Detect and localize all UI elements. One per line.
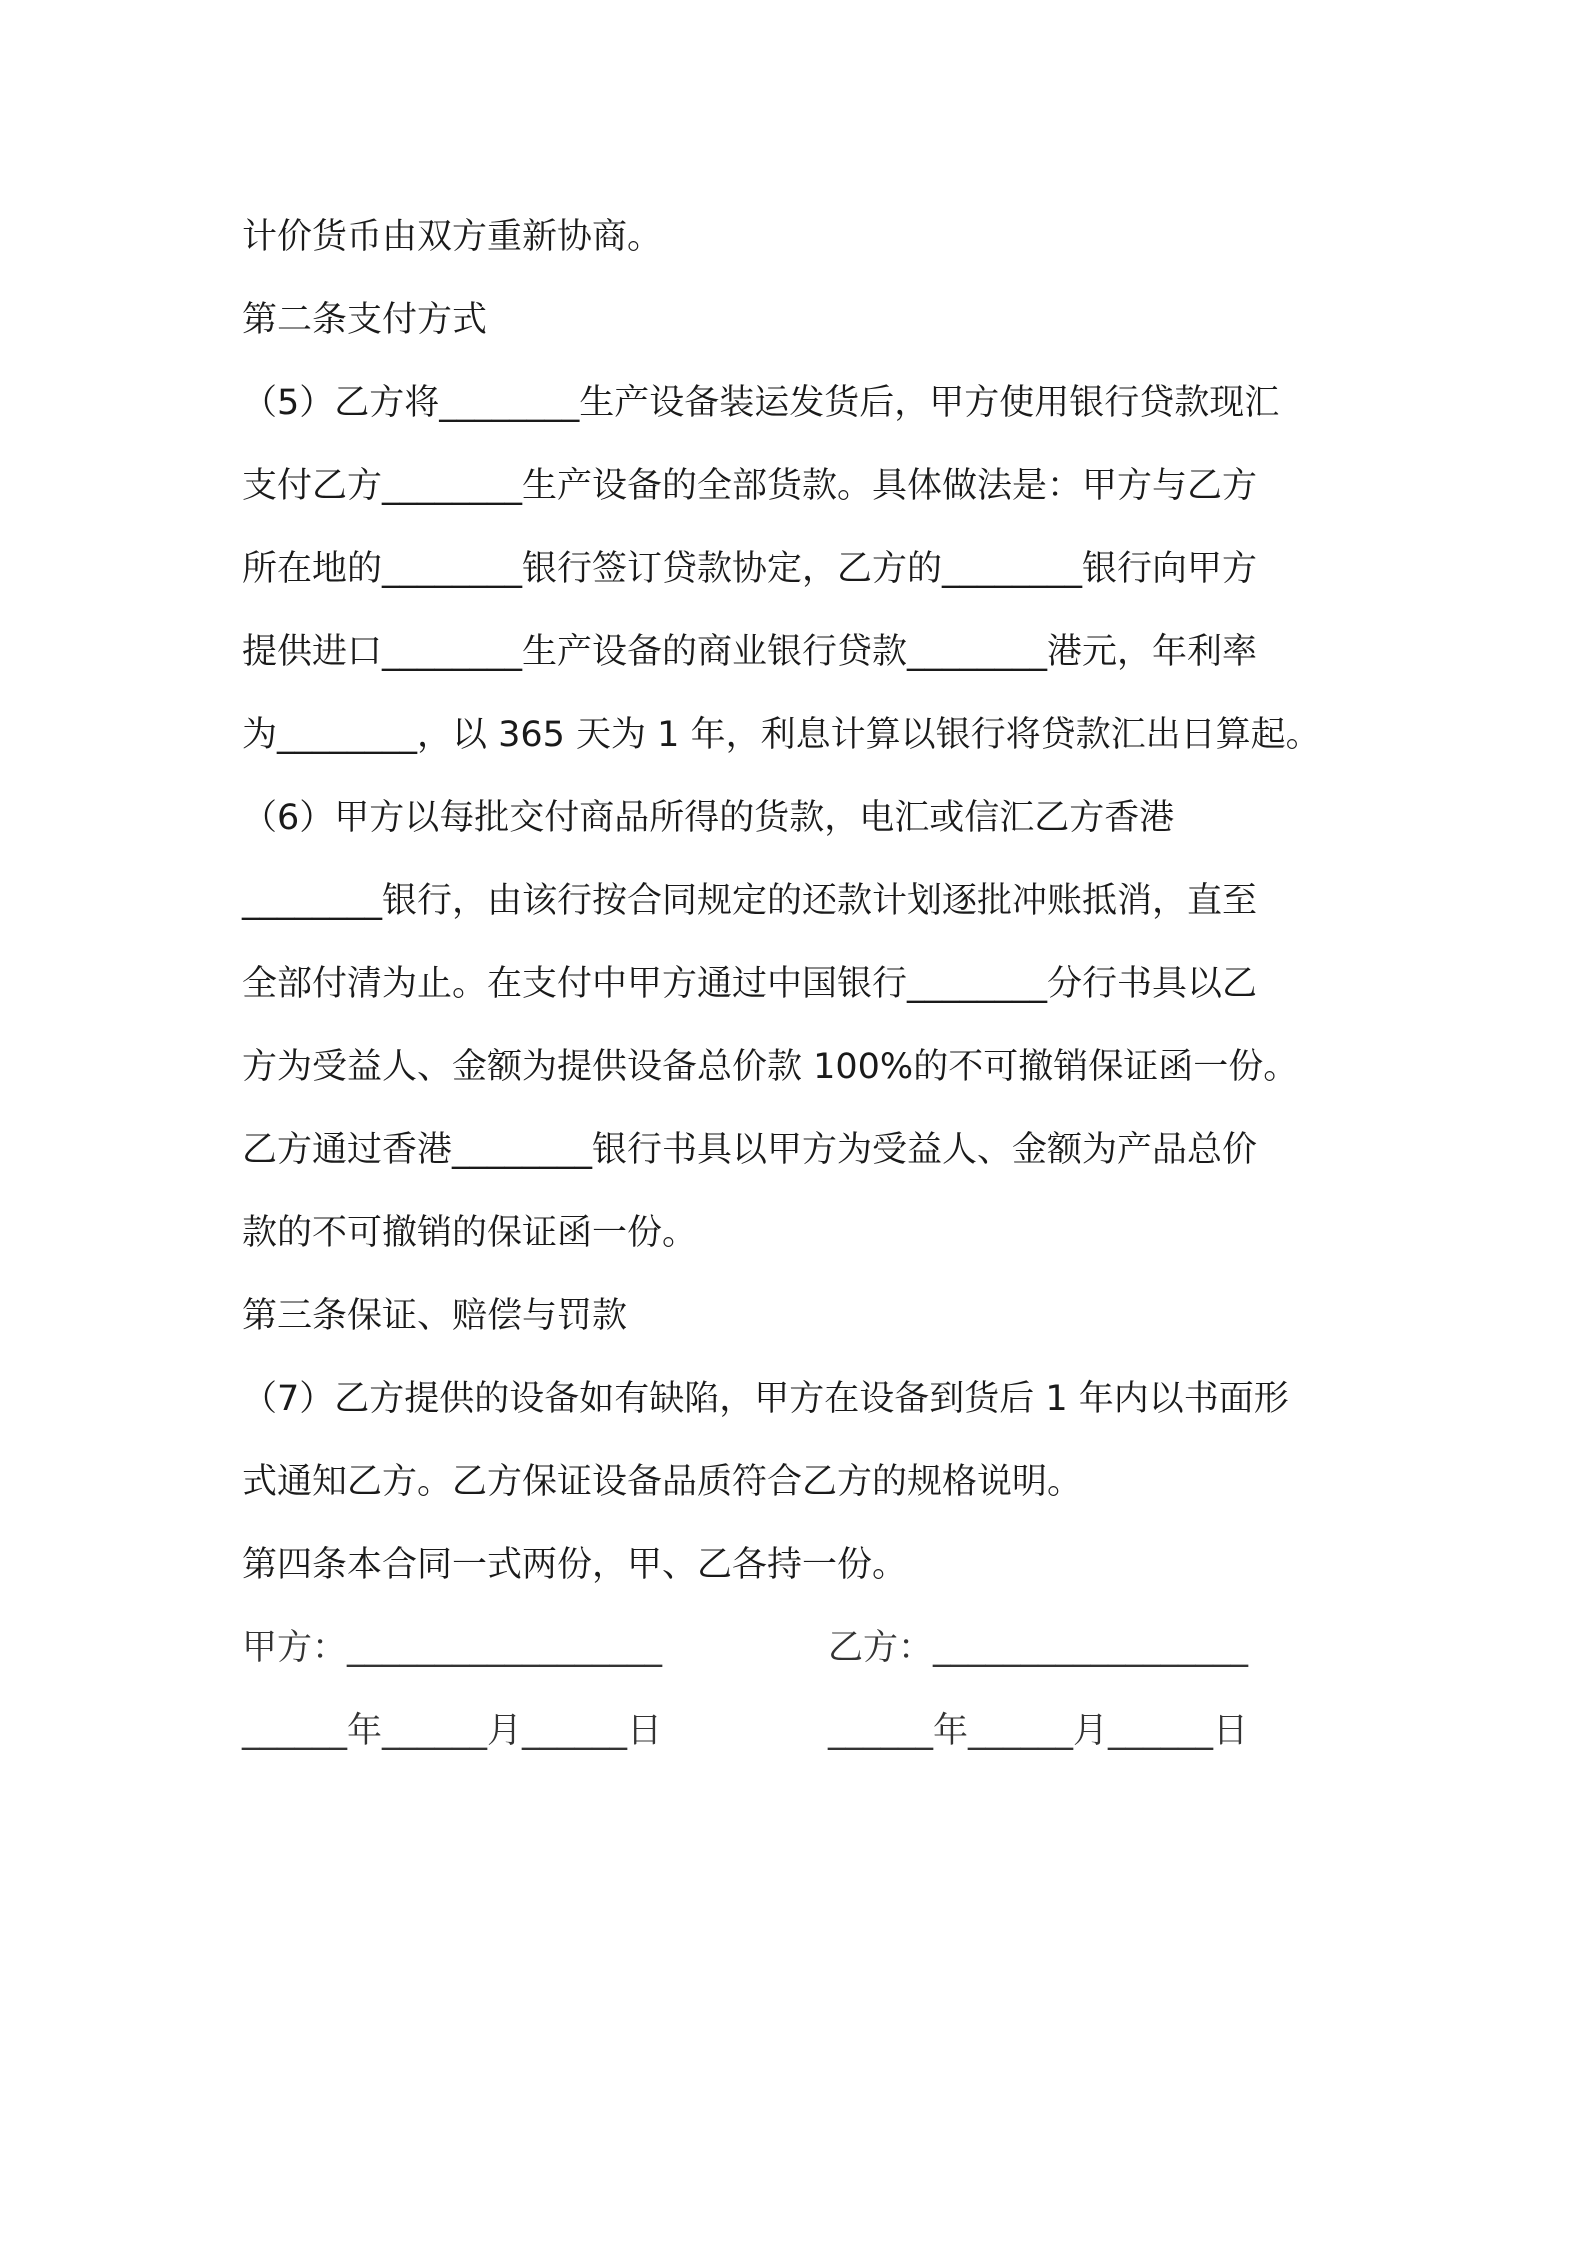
text-line: 式通知乙方。乙方保证设备品质符合乙方的规格说明。	[242, 1462, 1083, 1502]
party-a-date: ______年______月______日	[242, 1711, 663, 1751]
section-heading: 第四条本合同一式两份，甲、乙各持一份。	[242, 1545, 908, 1585]
text-line: 所在地的________银行签订贷款协定，乙方的________银行向甲方	[242, 549, 1258, 589]
text-line: （5）乙方将________生产设备装运发货后，甲方使用银行贷款现汇	[242, 383, 1280, 423]
text-line: 乙方通过香港________银行书具以甲方为受益人、金额为产品总价	[242, 1130, 1258, 1170]
text-line: 支付乙方________生产设备的全部货款。具体做法是：甲方与乙方	[242, 466, 1258, 506]
text-line: 计价货币由双方重新协商。	[242, 217, 663, 257]
text-line: ________银行，由该行按合同规定的还款计划逐批冲账抵消，直至	[242, 881, 1258, 921]
text-line: 为________，以 365 天为 1 年，利息计算以银行将贷款汇出日算起。	[242, 715, 1321, 755]
signature-row	[242, 1607, 1362, 1690]
text-line: （7）乙方提供的设备如有缺陷，甲方在设备到货后 1 年内以书面形	[242, 1379, 1289, 1419]
section-heading: 第二条支付方式	[242, 300, 488, 340]
text-line: 款的不可撤销的保证函一份。	[242, 1213, 698, 1253]
text-line: 提供进口________生产设备的商业银行贷款________港元，年利率	[242, 632, 1258, 672]
contract-body	[242, 196, 1362, 1773]
section-heading: 第三条保证、赔偿与罚款	[242, 1296, 628, 1336]
party-b-signature: 乙方：__________________	[828, 1628, 1249, 1668]
party-a-signature: 甲方：__________________	[242, 1628, 663, 1668]
date-row	[242, 1690, 1362, 1773]
party-b-date: ______年______月______日	[828, 1711, 1249, 1751]
text-line: （6）甲方以每批交付商品所得的货款，电汇或信汇乙方香港	[242, 798, 1175, 838]
text-line: 方为受益人、金额为提供设备总价款 100%的不可撤销保证函一份。	[242, 1047, 1299, 1087]
text-line: 全部付清为止。在支付中甲方通过中国银行________分行书具以乙	[242, 964, 1258, 1004]
